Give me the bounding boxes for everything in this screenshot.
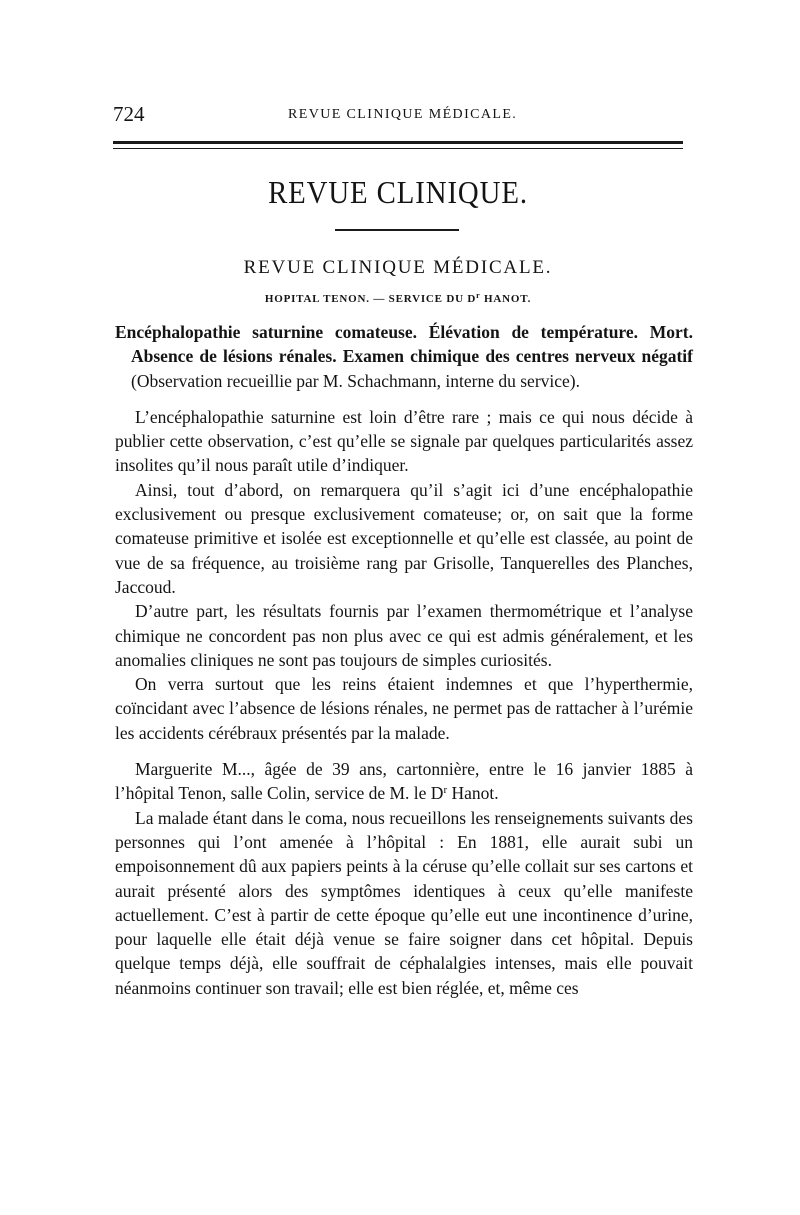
running-title: REVUE CLINIQUE MÉDICALE. [288,107,518,122]
header-rule-thick [113,141,683,144]
subsection-title: REVUE CLINIQUE MÉDICALE. [243,257,553,278]
hospital-suffix: HANOT. [480,293,532,305]
hospital-superscript: r [476,291,481,300]
article-title-note: (Observation recueillie par M. Schachmann, interne du service). [131,370,580,391]
case-intro [115,757,693,806]
section-title: REVUE CLINIQUE. [268,174,528,210]
case-history: La malade étant dans le coma, nous recueillons les renseignements suivants des personnes qui l’ont amenée à l’hôpital : En 1881, elle aurait subi un empoisonnement dû aux papiers peints à la céruse qu’elle collait sur ses cartons et aurait présenté alors des symptômes identiques à ceux qu’elle manifeste actuellement. C’est à partir de cette époque qu’elle eut une incontinence d’urine, pour laquelle elle était déjà venue se faire soigner dans cet hôpital. Depuis quelque temps déjà, elle souffrait de céphalalgies intenses, mais elle pouvait néanmoins continuer son travail; elle est bien réglée, et, même ces [115,807,693,998]
case-intro-before: Marguerite M..., âgée de 39 ans, cartonnière, entre le 16 janvier 1885 à l’hôpital Tenon, salle Colin, service de M. le D [115,759,693,804]
section-divider [335,229,459,231]
header-rule-thin [113,148,683,149]
running-head [113,100,683,128]
page-number: 724 [113,102,145,126]
hospital-line [113,290,683,308]
article-title [115,320,693,393]
paragraph-analysis: D’autre part, les résultats fournis par l’examen thermométrique et l’analyse chimique ne concordent pas non plus avec ce qui est admis généralement, et les anomalies cliniques ne sont pas toujours de simples curiosités. [115,601,693,670]
paragraph-comatose-form: Ainsi, tout d’abord, on remarquera qu’il s’agit ici d’une encéphalopathie exclusivement ou presque exclusivement comateuse; or, on sait que la forme comateuse primitive et isolée est exceptionnelle et qu’elle est classée, au point de vue de sa fréquence, au troisième rang par Grisolle, Tanquerelles des Planches, Jaccoud. [115,479,693,597]
article-body [115,320,693,1000]
article-title-bold: Encéphalopathie saturnine comateuse. Élévation de température. Mort. Absence de lésions rénales. Examen chimique des centres nerveux négatif [115,322,693,367]
hospital-prefix: HOPITAL TENON. — SERVICE DU D [264,293,477,305]
paragraph-kidneys: On verra surtout que les reins étaient indemnes et que l’hyperthermie, coïncidant avec l’absence de lésions rénales, ne permet pas de rattacher à l’urémie les accidents cérébraux présentés par la malade. [115,674,693,743]
case-intro-superscript: r [443,784,448,797]
case-intro-after: Hanot. [447,783,499,804]
paragraph-intro: L’encéphalopathie saturnine est loin d’être rare ; mais ce qui nous décide à publier cette observation, c’est qu’elle se signale par quelques particularités assez insolites qu’il nous paraît utile d’indiquer. [115,406,693,476]
